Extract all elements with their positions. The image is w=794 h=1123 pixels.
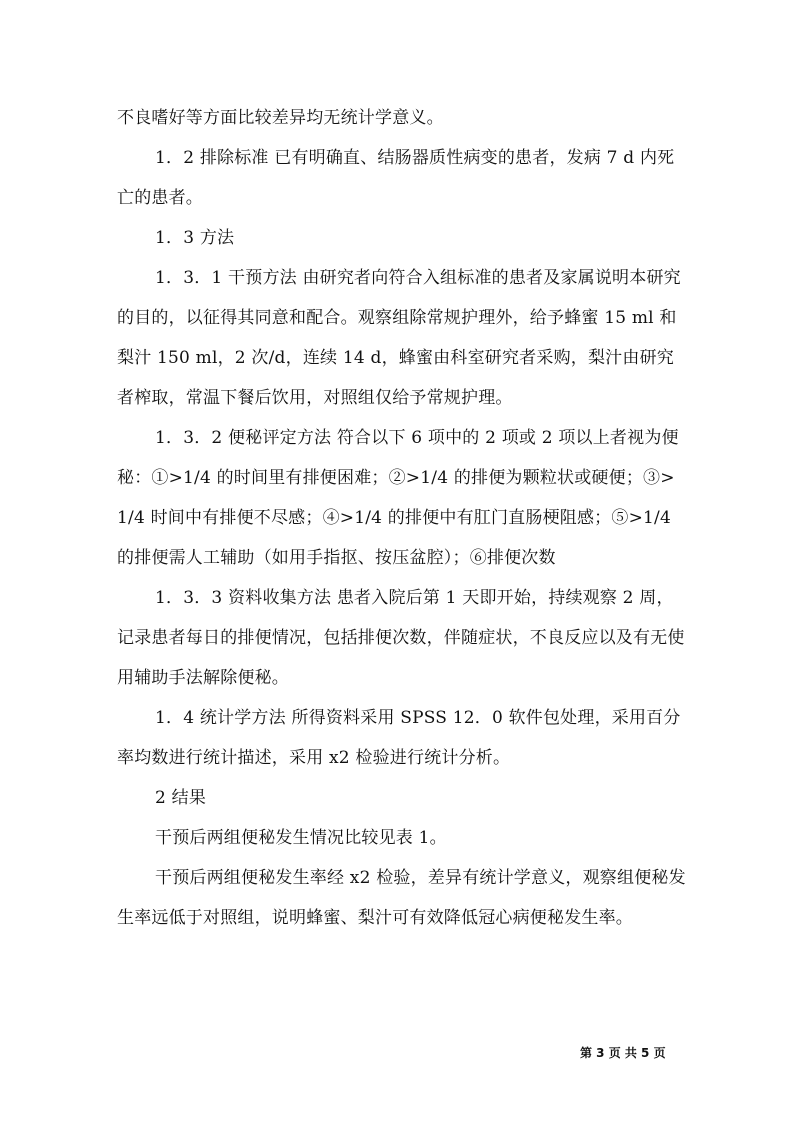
heading-results: 2 结果 [155, 788, 207, 808]
paragraph-continuation: 不良嗜好等方面比较差异均无统计学意义。 [117, 108, 444, 128]
page-footer: 第 3 页 共 5 页 [580, 1046, 666, 1060]
paragraph-constipation-criteria: 1．3．2 便秘评定方法 符合以下 6 项中的 2 项或 2 项以上者视为便秘：①>1/4 的时间里有排便困难；②>1/4 的排便为颗粒状或硬便；③>1/4 时间中有排便不尽感；④>1/4 的排便中有肛门直肠梗阻感；⑤>1/4 的排便需人工辅助（如用手指抠、按压盆腔）；⑥排便次数 [117, 428, 679, 568]
paragraph-results-conclusion: 干预后两组便秘发生率经 x2 检验，差异有统计学意义，观察组便秘发生率远低于对照组，说明蜂蜜、梨汁可有效降低冠心病便秘发生率。 [117, 868, 686, 928]
heading-methods: 1．3 方法 [155, 228, 235, 248]
paragraph-data-collection: 1．3．3 资料收集方法 患者入院后第 1 天即开始，持续观察 2 周，记录患者每日的排便情况，包括排便次数，伴随症状，不良反应以及有无使用辅助手法解除便秘。 [117, 588, 685, 688]
paragraph-results-table-ref: 干预后两组便秘发生情况比较见表 1。 [155, 828, 447, 848]
paragraph-statistics: 1．4 统计学方法 所得资料采用 SPSS 12．0 软件包处理，采用百分率均数进行统计描述，采用 x2 检验进行统计分析。 [117, 708, 681, 768]
paragraph-exclusion-criteria: 1．2 排除标准 已有明确直、结肠器质性病变的患者，发病 7 d 内死亡的患者。 [117, 148, 675, 208]
paragraph-intervention-method: 1．3．1 干预方法 由研究者向符合入组标准的患者及家属说明本研究的目的，以征得其同意和配合。观察组除常规护理外，给予蜂蜜 15 ml 和梨汁 150 ml，2 次/d，连续 14 d，蜂蜜由科室研究者采购，梨汁由研究者榨取，常温下餐后饮用，对照组仅给予常规护理。 [117, 268, 681, 408]
